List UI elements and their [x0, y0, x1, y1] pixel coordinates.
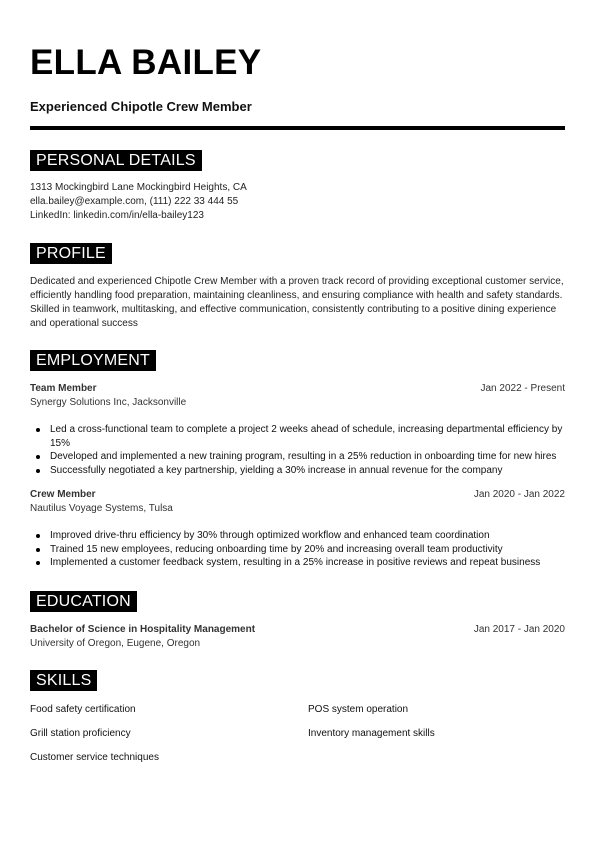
bullet-item — [50, 556, 565, 570]
profile-heading: PROFILE — [30, 243, 112, 264]
bullet-text: 15% — [50, 437, 71, 449]
skill-item: Customer service techniques — [30, 752, 159, 763]
candidate-subtitle: Experienced Chipotle Crew Member — [30, 99, 252, 114]
education-heading: EDUCATION — [30, 591, 137, 612]
skill-item: Food safety certification — [30, 704, 136, 715]
address-text: 1313 Mockingbird Lane Mockingbird Heights, CA — [30, 182, 247, 193]
bullet-item — [50, 543, 565, 557]
degree-title: Bachelor of Science in Hospitality Management — [30, 624, 256, 635]
bullet-icon — [36, 455, 40, 459]
skill-item: Inventory management skills — [308, 728, 435, 739]
bullet-item — [50, 464, 565, 478]
job-bullets — [50, 529, 565, 570]
bullet-icon — [36, 534, 40, 538]
bullet-icon — [36, 428, 40, 432]
candidate-name: ELLA BAILEY — [30, 43, 262, 82]
job-dates: Jan 2020 - Jan 2022 — [473, 489, 565, 500]
bullet-text: Implemented a customer feedback system, resulting in a 25% increase in positive reviews and repeat business — [50, 557, 541, 569]
bullet-text: Successfully negotiated a key partnership, yielding a 30% increase in annual revenue for the company — [50, 465, 503, 477]
profile-line: efficiently handling food preparation, maintaining cleanliness, and ensuring compliance with health and safety standards. — [30, 290, 563, 301]
skills-heading: SKILLS — [30, 670, 97, 691]
header-divider — [30, 126, 565, 130]
profile-line: and operational success — [30, 318, 138, 329]
job-company: Nautilus Voyage Systems, Tulsa — [30, 503, 173, 514]
job-dates: Jan 2022 - Present — [480, 383, 565, 394]
bullet-continuation — [50, 437, 565, 451]
profile-line: Skilled in teamwork, multitasking, and effective communication, consistently contributing to a positive dining experience — [30, 304, 557, 315]
employment-heading: EMPLOYMENT — [30, 350, 156, 371]
job-title: Crew Member — [30, 489, 96, 500]
bullet-item — [50, 450, 565, 464]
bullet-item — [50, 529, 565, 543]
bullet-item — [50, 423, 565, 437]
school-name: University of Oregon, Eugene, Oregon — [30, 638, 201, 649]
bullet-text: Trained 15 new employees, reducing onboarding time by 20% and increasing overall team productivity — [50, 543, 503, 555]
job-company: Synergy Solutions Inc, Jacksonville — [30, 397, 187, 408]
contact-text: ella.bailey@example.com, (111) 222 33 444 55 — [30, 196, 239, 207]
bullet-icon — [36, 469, 40, 473]
skill-item: Grill station proficiency — [30, 728, 131, 739]
bullet-icon — [36, 561, 40, 565]
bullet-icon — [36, 548, 40, 552]
personal-details-heading: PERSONAL DETAILS — [30, 150, 202, 171]
education-dates: Jan 2017 - Jan 2020 — [473, 624, 565, 635]
job-title: Team Member — [30, 383, 97, 394]
bullet-text: Developed and implemented a new training program, resulting in a 25% reduction in onboarding time for new hires — [50, 451, 557, 463]
linkedin-text: LinkedIn: linkedin.com/in/ella-bailey123 — [30, 210, 204, 221]
bullet-text: Led a cross-functional team to complete a project 2 weeks ahead of schedule, increasing departmental efficiency by — [50, 424, 563, 435]
profile-line: Dedicated and experienced Chipotle Crew Member with a proven track record of providing exceptional customer service, — [30, 276, 564, 287]
job-bullets — [50, 423, 565, 478]
bullet-text: Improved drive-thru efficiency by 30% through optimized workflow and enhanced team coordination — [50, 530, 490, 541]
skill-item: POS system operation — [308, 704, 409, 715]
